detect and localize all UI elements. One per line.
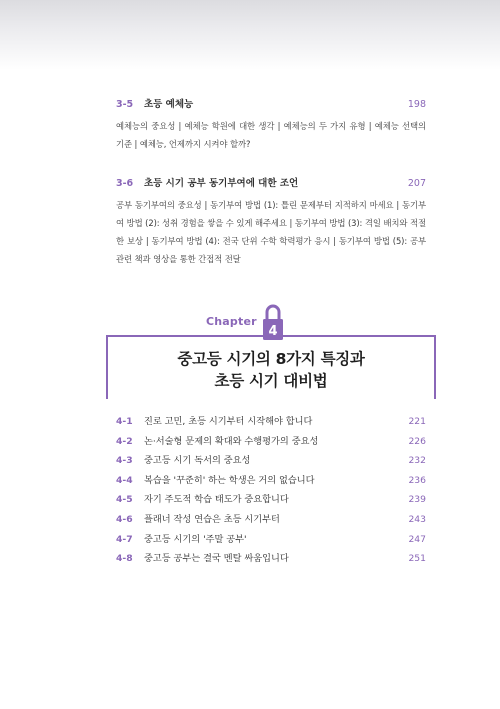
chapter-label: Chapter	[206, 315, 257, 328]
entry-number: 4-2	[116, 435, 133, 447]
entry-title: 중고등 시기 독서의 중요성	[144, 455, 251, 467]
entry-number: 4-7	[116, 533, 133, 545]
list-item	[116, 451, 426, 471]
chapter-title-line1: 중고등 시기의 8가지 특징과	[177, 350, 365, 368]
entry-title: 진로 고민, 초등 시기부터 시작해야 합니다	[144, 416, 313, 427]
entry-number: 3-5	[116, 99, 134, 110]
list-item	[116, 432, 426, 452]
entry-page: 236	[408, 474, 426, 486]
chapter-number: 4	[268, 324, 278, 339]
chapter-title	[106, 348, 436, 392]
entry-number: 4-8	[116, 553, 133, 565]
entry-title: 중고등 시기의 '주말 공부'	[144, 533, 247, 545]
entry-description: 예체능의 중요성 | 예체능 학원에 대한 생각 | 예체능의 두 가지 유형 | 예체능 선택의 기준 | 예체능, 언제까지 시켜야 할까?	[116, 121, 426, 149]
entry-page: 226	[408, 435, 426, 447]
list-item	[116, 510, 426, 530]
entry-title: 복습을 '꾸준히' 하는 학생은 거의 없습니다	[144, 474, 315, 486]
entry-page: 221	[408, 416, 426, 427]
entry-title: 논·서술형 문제의 확대와 수행평가의 중요성	[144, 435, 319, 447]
chapter-toc-list	[116, 412, 426, 569]
entry-number: 4-6	[116, 513, 133, 525]
toc-entry-3-6	[116, 177, 426, 268]
list-item	[116, 471, 426, 491]
entry-number: 4-3	[116, 455, 133, 467]
entry-page: 232	[408, 455, 426, 467]
entry-title: 자기 주도적 학습 태도가 중요합니다	[144, 494, 289, 506]
list-item	[116, 412, 426, 432]
entry-page: 251	[408, 553, 426, 565]
entry-page: 243	[408, 513, 426, 525]
entry-page: 198	[407, 99, 426, 110]
entry-header	[116, 98, 426, 112]
entry-title: 초등 시기 공부 동기부여에 대한 조언	[144, 178, 299, 189]
entry-description: 공부 동기부여의 중요성 | 동기부여 방법 (1): 틀린 문제부터 지적하지 마세요 | 동기부여 방법 (2): 성취 경험을 쌓을 수 있게 해주세요 | 동기부여 방법 (3): 격일 배치와 적절한 보상 | 동기부여 방법 (4): 전국 단위 수학 학력평가 응시 | 동기부여 방법 (5): 공부 관련 책과 영상을 통한 간접적 전달	[116, 200, 426, 264]
entry-title: 초등 예체능	[144, 99, 194, 110]
chapter-title-line2: 초등 시기 대비법	[214, 372, 328, 390]
entry-header	[116, 177, 426, 191]
entry-number: 4-5	[116, 494, 133, 506]
toc-entry-3-5	[116, 98, 426, 153]
entry-title: 중고등 공부는 결국 멘탈 싸움입니다	[144, 553, 289, 565]
entry-page: 247	[408, 533, 426, 545]
list-item	[116, 490, 426, 510]
list-item	[116, 530, 426, 550]
entry-number: 4-4	[116, 474, 133, 486]
entry-title: 플래너 작성 연습은 초등 시기부터	[144, 513, 280, 525]
entry-number: 4-1	[116, 416, 133, 427]
page-top-shading	[0, 0, 500, 70]
entry-number: 3-6	[116, 178, 134, 189]
entry-page: 239	[408, 494, 426, 506]
entry-page: 207	[407, 178, 426, 189]
list-item	[116, 549, 426, 569]
